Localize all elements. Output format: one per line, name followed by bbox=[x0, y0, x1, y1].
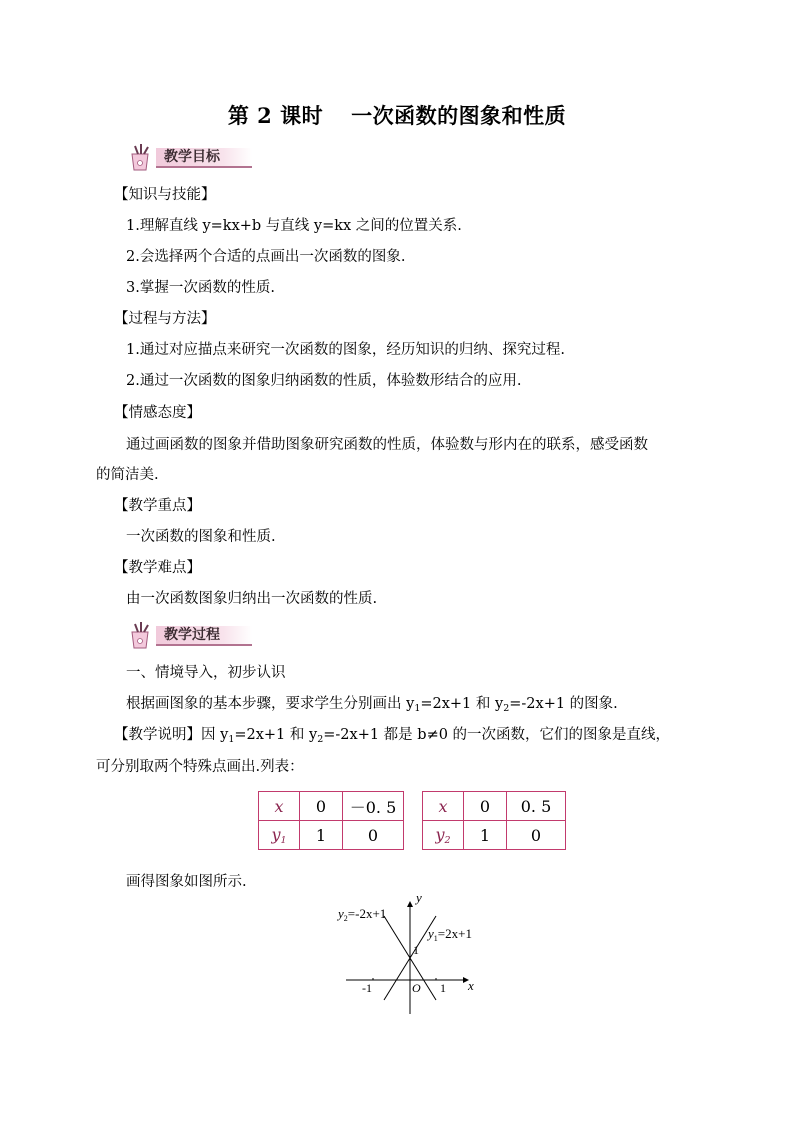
table-row bbox=[423, 821, 566, 850]
table-cell: －0. 5 bbox=[343, 792, 404, 821]
table-cell: $y_2$ bbox=[423, 821, 464, 850]
teaching-note: 【教学说明】因 $y_1=2x+1$ 和 $y_2=-2x+1$ 都是 b≠0 的一次函数，它们的图象是直线， bbox=[114, 727, 671, 745]
step1-text: 根据画图象的基本步骤，要求学生分别画出 $y_1=2x+1$ 和 $y_2=-2x+1$ 的图象. bbox=[126, 696, 618, 714]
function-graph bbox=[336, 894, 486, 1018]
lesson-topic: 一次函数的图象和性质 bbox=[351, 103, 567, 128]
difficulty-text: 由一次函数图象归纳出一次函数的性质. bbox=[126, 591, 378, 607]
method-item-1: 1.通过对应描点来研究一次函数的图象，经历知识的归纳、探究过程. bbox=[126, 342, 565, 358]
attitude-text-1: 通过画函数的图象并借助图象研究函数的性质，体验数与形内在的联系，感受函数 bbox=[126, 437, 648, 453]
table-cell: x bbox=[259, 792, 300, 821]
table-cell: 1 bbox=[464, 821, 507, 850]
table-cell: 0. 5 bbox=[507, 792, 566, 821]
label-y2: $y_2=-2x+1$ bbox=[338, 906, 387, 923]
value-table-y1 bbox=[258, 791, 404, 850]
tick-label-neg: -1 bbox=[362, 981, 372, 995]
value-table-y2 bbox=[422, 791, 566, 850]
goals-badge-label: 教学目标 bbox=[156, 148, 252, 168]
table-row bbox=[259, 821, 404, 850]
knowledge-item-1: 1.理解直线 y=kx+b 与直线 y=kx 之间的位置关系. bbox=[126, 218, 462, 234]
knowledge-item-3: 3.掌握一次函数的性质. bbox=[126, 280, 275, 296]
pen-holder-icon bbox=[126, 142, 156, 172]
table-cell: 0 bbox=[343, 821, 404, 850]
tick-label-pos: 1 bbox=[440, 981, 446, 995]
table-cell: 0 bbox=[507, 821, 566, 850]
teaching-note-line2: 可分别取两个特殊点画出.列表： bbox=[96, 759, 304, 775]
attitude-text-2: 的简洁美. bbox=[96, 467, 159, 483]
table-cell: 0 bbox=[464, 792, 507, 821]
page-title bbox=[0, 100, 794, 130]
origin-label: O bbox=[412, 981, 421, 995]
x-axis-label: x bbox=[468, 978, 474, 993]
difficulty-heading: 【教学难点】 bbox=[114, 560, 201, 576]
process-badge-label: 教学过程 bbox=[156, 626, 252, 646]
key-text: 一次函数的图象和性质. bbox=[126, 529, 276, 545]
label-y1: $y_1=2x+1$ bbox=[428, 926, 472, 943]
tick-label-y: 1 bbox=[413, 943, 419, 957]
attitude-heading: 【情感态度】 bbox=[114, 405, 201, 421]
table-row bbox=[423, 792, 566, 821]
table-row bbox=[259, 792, 404, 821]
goals-badge bbox=[126, 142, 250, 172]
lesson-number: 第 2 课时 bbox=[227, 103, 324, 128]
method-heading: 【过程与方法】 bbox=[114, 311, 216, 327]
knowledge-heading: 【知识与技能】 bbox=[114, 187, 216, 203]
y-axis-label: y bbox=[416, 894, 422, 905]
key-heading: 【教学重点】 bbox=[114, 498, 201, 514]
table-cell: 1 bbox=[300, 821, 343, 850]
step1-heading: 一、情境导入，初步认识 bbox=[126, 665, 286, 681]
method-item-2: 2.通过一次函数的图象归纳函数的性质，体验数形结合的应用. bbox=[126, 373, 522, 389]
graph-caption: 画得图象如图所示. bbox=[126, 874, 247, 890]
table-cell: x bbox=[423, 792, 464, 821]
table-cell: $y_1$ bbox=[259, 821, 300, 850]
pen-holder-icon bbox=[126, 620, 156, 650]
knowledge-item-2: 2.会选择两个合适的点画出一次函数的图象. bbox=[126, 249, 406, 265]
process-badge bbox=[126, 620, 250, 650]
table-cell: 0 bbox=[300, 792, 343, 821]
